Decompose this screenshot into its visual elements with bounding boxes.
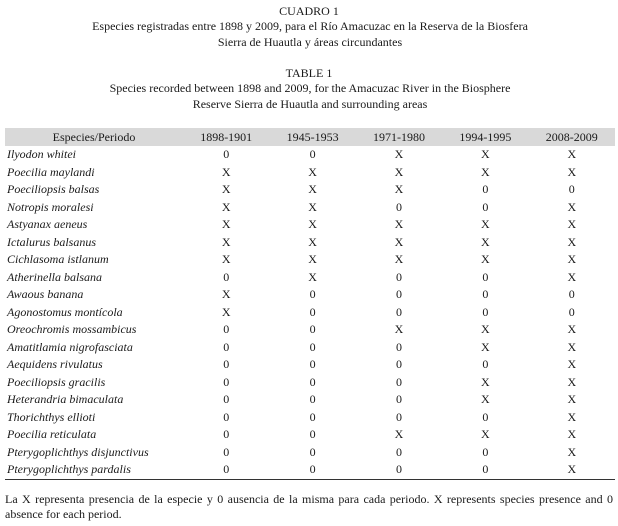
presence-cell: 0 (482, 444, 489, 459)
presence-cell: 0 (223, 374, 230, 389)
presence-cell: X (481, 392, 490, 407)
species-name-cell: Awaous banana (7, 287, 84, 302)
table-row (5, 181, 615, 199)
presence-cell: X (567, 427, 577, 442)
presence-cell: 0 (223, 392, 230, 407)
presence-cell: 0 (568, 287, 575, 302)
table-row (5, 374, 615, 392)
species-name-cell: Thorichthys ellioti (7, 409, 96, 424)
species-name-cell: Pterygoplichthys pardalis (5, 461, 183, 479)
presence-cell: 0 (482, 357, 489, 372)
table-body (5, 146, 615, 479)
presence-cell: X (567, 374, 577, 389)
column-header-period: 2008-2009 (545, 129, 598, 144)
presence-cell: X (481, 217, 490, 232)
presence-cell: 0 (309, 427, 316, 442)
species-name-cell: Atherinella balsana (7, 269, 102, 284)
presence-cell: X (567, 444, 577, 459)
presence-cell: 0 (395, 357, 402, 372)
column-header-period: 1898-1901 (200, 129, 253, 144)
presence-cell: X (567, 392, 577, 407)
header-row (5, 128, 615, 146)
presence-cell: 0 (269, 461, 355, 479)
table-footnote: La X representa presencia de la especie y 0 ausencia de la misma para cada periodo. X represents species presence and 0 absence for each period. (5, 492, 613, 521)
caption-english-text: Species recorded between 1898 and 2009, for the Amacuzac River in the Biosphere Reserve Sierra de Huautla and surrounding areas (109, 81, 511, 111)
presence-cell: 0 (482, 304, 489, 319)
presence-cell: X (394, 427, 404, 442)
presence-cell: X (221, 234, 231, 249)
presence-cell: 0 (395, 392, 402, 407)
presence-cell: 0 (309, 304, 316, 319)
species-name-cell: Poecilia maylandi (7, 164, 95, 179)
table-row (5, 251, 615, 269)
table-row (5, 426, 615, 444)
presence-cell: 0 (395, 304, 402, 319)
caption-english-label: TABLE 1 (285, 66, 333, 80)
presence-cell: X (394, 182, 404, 197)
presence-cell: 0 (395, 444, 402, 459)
presence-cell: X (529, 461, 615, 479)
column-header-period: 1971-1980 (372, 129, 425, 144)
presence-cell: X (567, 357, 577, 372)
presence-cell: 0 (482, 269, 489, 284)
presence-cell: 0 (223, 269, 230, 284)
species-name-cell: Astyanax aeneus (7, 217, 88, 232)
presence-cell: 0 (183, 461, 269, 479)
presence-cell: 0 (309, 147, 316, 162)
presence-cell: 0 (395, 287, 402, 302)
species-name-cell: Notropis moralesi (7, 199, 94, 214)
presence-cell: X (221, 287, 231, 302)
species-name-cell: Cichlasoma istlanum (7, 252, 109, 267)
presence-cell: X (481, 322, 490, 337)
presence-cell: 0 (482, 182, 489, 197)
presence-cell: 0 (309, 392, 316, 407)
species-name-cell: Poeciliopsis balsas (7, 182, 100, 197)
species-name-cell: Amatitlamia nigrofasciata (7, 339, 133, 354)
table-row (5, 199, 615, 217)
presence-cell: 0 (223, 147, 230, 162)
presence-cell: 0 (482, 287, 489, 302)
presence-cell: X (394, 322, 404, 337)
presence-cell: X (221, 199, 231, 214)
presence-cell: X (221, 182, 231, 197)
column-header-period: 1945-1953 (286, 129, 339, 144)
table-row (5, 321, 615, 339)
presence-cell: X (567, 199, 577, 214)
presence-cell: X (308, 234, 317, 249)
table-row (5, 146, 615, 164)
presence-cell: 0 (309, 287, 316, 302)
presence-cell: X (394, 234, 404, 249)
caption-spanish-text: Especies registradas entre 1898 y 2009, para el Río Amacuzac en la Reserva de la Biosfera Sierra de Huautla y áreas circundantes (92, 19, 528, 49)
presence-cell: X (308, 252, 317, 267)
presence-cell: X (394, 252, 404, 267)
presence-cell: 0 (223, 339, 230, 354)
table-row (5, 164, 615, 182)
presence-cell: X (308, 164, 317, 179)
species-name-cell: Agonostomus montícola (7, 304, 123, 319)
presence-cell: 0 (568, 182, 575, 197)
presence-cell: X (221, 217, 231, 232)
presence-cell: X (221, 304, 231, 319)
presence-cell: X (567, 234, 577, 249)
presence-cell: 0 (482, 199, 489, 214)
presence-cell: 0 (356, 461, 442, 479)
presence-cell: X (394, 147, 404, 162)
presence-cell: X (481, 147, 490, 162)
presence-cell: 0 (309, 339, 316, 354)
presence-cell: 0 (568, 304, 575, 319)
table-row (5, 234, 615, 252)
species-name-cell: Pterygoplichthys disjunctivus (7, 444, 149, 459)
column-header-period: 1994-1995 (459, 129, 512, 144)
species-table (5, 128, 615, 480)
presence-cell: 0 (395, 374, 402, 389)
species-name-cell: Heterandria bimaculata (7, 392, 124, 407)
table-header (5, 128, 615, 146)
presence-cell: X (221, 252, 231, 267)
species-name-cell: Poecilia reticulata (7, 427, 97, 442)
presence-cell: X (481, 374, 490, 389)
presence-cell: 0 (395, 339, 402, 354)
species-name-cell: Ilyodon whitei (7, 147, 76, 162)
presence-cell: X (394, 164, 404, 179)
presence-cell: X (567, 269, 577, 284)
caption-spanish-label: CUADRO 1 (279, 4, 339, 18)
presence-cell: X (481, 234, 490, 249)
species-name-cell: Aequidens rivulatus (7, 357, 103, 372)
presence-cell: 0 (395, 269, 402, 284)
presence-cell: X (567, 339, 577, 354)
table-row (5, 269, 615, 287)
table-row (5, 391, 615, 409)
presence-cell: X (308, 269, 317, 284)
presence-cell: X (567, 322, 577, 337)
presence-cell: X (481, 339, 490, 354)
presence-cell: X (394, 217, 404, 232)
species-name-cell: Oreochromis mossambicus (7, 322, 137, 337)
species-name-cell: Ictalurus balsanus (7, 234, 97, 249)
table-row (5, 356, 615, 374)
presence-cell: 0 (223, 357, 230, 372)
presence-cell: 0 (309, 409, 316, 424)
presence-cell: 0 (309, 357, 316, 372)
table-row (5, 444, 615, 462)
presence-cell: X (567, 147, 577, 162)
presence-cell: 0 (395, 199, 402, 214)
presence-cell: X (481, 427, 490, 442)
presence-cell: 0 (223, 427, 230, 442)
presence-cell: 0 (309, 444, 316, 459)
presence-cell: 0 (309, 374, 316, 389)
table-row (5, 339, 615, 357)
presence-cell: X (481, 252, 490, 267)
presence-cell: X (567, 164, 577, 179)
presence-cell: 0 (223, 322, 230, 337)
presence-cell: 0 (223, 409, 230, 424)
table-row (5, 304, 615, 322)
presence-cell: X (567, 217, 577, 232)
presence-cell: X (308, 217, 317, 232)
table-row (5, 461, 615, 479)
table-row (5, 216, 615, 234)
presence-cell: X (308, 182, 317, 197)
species-name-cell: Poeciliopsis gracilis (7, 374, 106, 389)
presence-cell: X (481, 164, 490, 179)
presence-cell: 0 (309, 322, 316, 337)
presence-cell: X (567, 252, 577, 267)
presence-cell: X (308, 199, 317, 214)
table-row (5, 409, 615, 427)
presence-cell: 0 (442, 461, 528, 479)
presence-cell: X (567, 409, 577, 424)
table-row (5, 286, 615, 304)
column-header-species: Especies/Periodo (52, 129, 136, 144)
presence-cell: 0 (482, 409, 489, 424)
presence-cell: 0 (395, 409, 402, 424)
presence-cell: X (221, 164, 231, 179)
presence-cell: 0 (223, 444, 230, 459)
